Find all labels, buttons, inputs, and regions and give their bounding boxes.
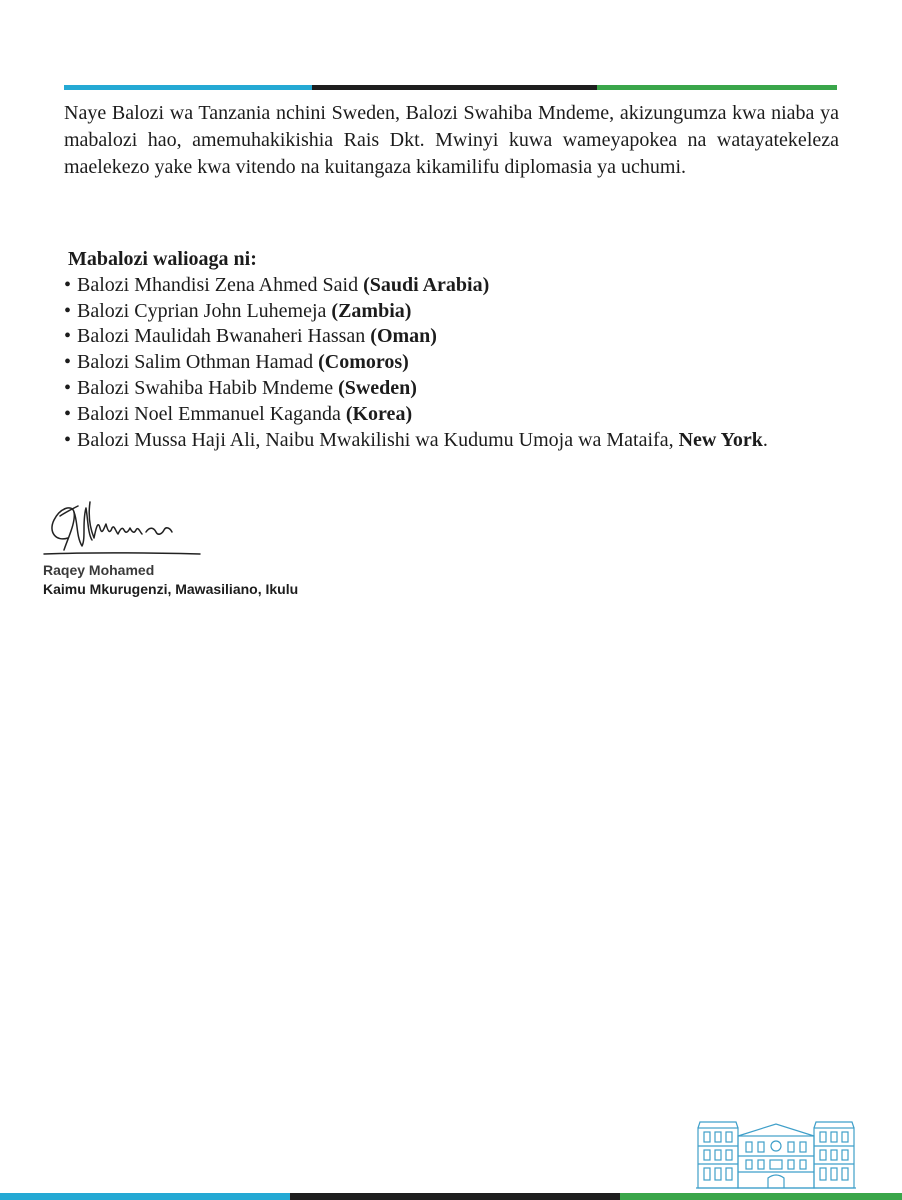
ambassador-country: (Saudi Arabia) <box>363 273 490 296</box>
bullet-icon: • <box>64 402 72 425</box>
bullet-icon: • <box>64 299 72 322</box>
ambassador-name: Balozi Swahiba Habib Mndeme <box>77 376 334 399</box>
body-paragraph: Naye Balozi wa Tanzania nchini Sweden, Balozi Swahiba Mndeme, akizungumza kwa niaba ya mabalozi hao, amemuhakikishia Rais Dkt. Mwinyi kuwa wameyapokea na watayatekeleza maelekezo yake kwa vitendo na kuitangaza kikamilifu diplomasia ya uchumi. <box>64 102 839 178</box>
list-item <box>64 402 844 428</box>
list-item <box>64 299 844 325</box>
top-bar-blue-segment <box>64 85 312 90</box>
list-items <box>64 273 844 454</box>
ambassadors-list <box>64 247 844 453</box>
ambassador-country: (Zambia) <box>331 299 412 322</box>
ambassador-name: Balozi Mhandisi Zena Ahmed Said <box>77 273 359 296</box>
signatory-title: Kaimu Mkurugenzi, Mawasiliano, Ikulu <box>43 581 299 597</box>
ambassador-country: (Oman) <box>370 325 437 348</box>
list-item <box>64 273 844 299</box>
ambassador-name: Balozi Noel Emmanuel Kaganda <box>77 402 341 425</box>
state-house-building-icon <box>696 1118 856 1190</box>
bullet-icon: • <box>64 273 72 296</box>
signatory-name: Raqey Mohamed <box>43 562 155 578</box>
ambassador-country: (Comoros) <box>318 351 409 374</box>
top-color-bar <box>64 85 837 90</box>
signature-icon <box>38 498 203 560</box>
bullet-icon: • <box>64 428 72 451</box>
top-bar-green-segment <box>597 85 837 90</box>
ambassador-name: Balozi Mussa Haji Ali, Naibu Mwakilishi wa Kudumu Umoja wa Mataifa, <box>77 428 674 451</box>
list-item <box>64 376 844 402</box>
bottom-bar-blue-segment <box>0 1193 290 1200</box>
ambassador-country: New York <box>678 428 763 451</box>
ambassador-country: (Korea) <box>345 402 413 425</box>
ambassador-name: Balozi Maulidah Bwanaheri Hassan <box>77 325 366 348</box>
list-item-suffix: . <box>762 428 768 451</box>
list-item <box>64 350 844 376</box>
bottom-color-bar <box>0 1193 902 1200</box>
ambassador-country: (Sweden) <box>338 376 417 399</box>
bottom-bar-black-segment <box>290 1193 620 1200</box>
ambassador-name: Balozi Salim Othman Hamad <box>77 351 314 374</box>
list-item <box>64 324 844 350</box>
top-bar-black-segment <box>312 85 597 90</box>
bullet-icon: • <box>64 325 72 348</box>
bullet-icon: • <box>64 376 72 399</box>
bottom-bar-green-segment <box>620 1193 902 1200</box>
list-item <box>64 428 844 454</box>
ambassador-name: Balozi Cyprian John Luhemeja <box>77 299 327 322</box>
list-heading: Mabalozi walioaga ni: <box>68 248 257 270</box>
bullet-icon: • <box>64 351 72 374</box>
